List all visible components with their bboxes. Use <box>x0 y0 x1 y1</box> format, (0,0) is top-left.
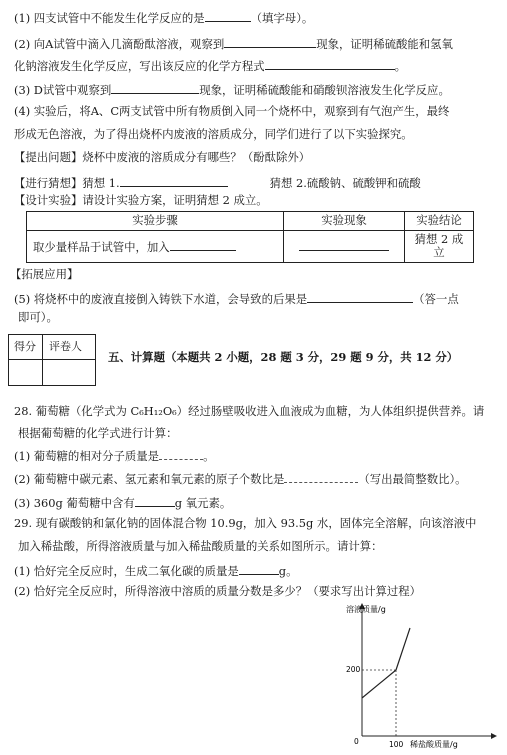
hypothesis-blank[interactable] <box>120 174 228 187</box>
section-title: 五、计算题（本题共 2 小题，28 题 3 分，29 题 9 分，共 12 分） <box>108 350 459 364</box>
q5-line1: (5) 将烧杯中的废液直接倒入铸铁下水道，会导致的后果是 （答一点 <box>14 292 459 306</box>
q2-line2: 化钠溶液发生化学反应，写出该反应的化学方程式 。 <box>14 59 407 73</box>
q3-line: (3) D试管中观察到 现象，证明稀硫酸能和硝酸钡溶液发生化学反应。 <box>14 83 450 97</box>
table-header: 实验现象 <box>284 212 405 231</box>
table-cell <box>284 230 405 262</box>
grader-label: 评卷人 <box>49 340 82 353</box>
x-tick-label: 100 <box>389 740 404 749</box>
graph-segment-2 <box>396 628 410 670</box>
q28-line1: 28. 葡萄糖（化学式为 C₆H₁₂O₆）经过肠壁吸收进入血液成为血糖，为人体组织提供营养。请 <box>14 404 485 418</box>
table-header: 实验结论 <box>405 212 474 231</box>
q28-blank2[interactable] <box>284 472 358 483</box>
table-cell: 取少量样品于试管中，加入 <box>27 230 284 262</box>
q5-line2: 即可）。 <box>18 310 58 324</box>
q5-blank[interactable] <box>307 290 413 303</box>
table-cell: 猜想 2 成立 <box>405 230 474 262</box>
q29-blank1[interactable] <box>239 562 279 575</box>
q29-sub2: (2) 恰好完全反应时，所得溶液中溶质的质量分数是多少？（要求写出计算过程） <box>14 584 422 598</box>
design-heading: 【设计实验】请设计实验方案，证明猜想 2 成立。 <box>14 193 268 207</box>
score-box <box>8 334 96 386</box>
q28-blank3[interactable] <box>135 494 175 507</box>
q2-blank1[interactable] <box>224 35 316 48</box>
score-label: 得分 <box>14 340 36 353</box>
table-header: 实验步骤 <box>27 212 284 231</box>
origin-label: 0 <box>354 737 359 746</box>
q4-line2: 形成无色溶液，为了得出烧杯内废液的溶质成分，同学们进行了以下实验探究。 <box>14 127 413 141</box>
q28-sub3: (3) 360g 葡萄糖中含有 g 氧元素。 <box>14 496 232 510</box>
q2-line1: (2) 向A试管中滴入几滴酚酞溶液，观察到 现象，证明稀硫酸能和氢氧 <box>14 37 453 51</box>
y-tick-label: 200 <box>346 665 361 674</box>
q28-sub2: (2) 葡萄糖中碳元素、氢元素和氧元素的原子个数比是 （写出最简整数比）。 <box>14 472 467 486</box>
extension-heading: 【拓展应用】 <box>10 267 79 281</box>
phenomenon-blank[interactable] <box>299 238 389 251</box>
q28-sub1: (1) 葡萄糖的相对分子质量是 。 <box>14 449 215 463</box>
problem-heading: 【提出问题】烧杯中废液的溶质成分有哪些？（酚酞除外） <box>14 150 311 164</box>
table-header-row <box>27 212 474 231</box>
q3-blank[interactable] <box>111 81 199 94</box>
step-blank[interactable] <box>170 238 236 251</box>
q1-line: (1) 四支试管中不能发生化学反应的是 （填字母）。 <box>14 11 314 25</box>
q28-blank1[interactable] <box>159 449 203 460</box>
q4-line1: (4) 实验后，将A、C两支试管中所有物质倒入同一个烧杯中，观察到有气泡产生，最终 <box>14 104 450 118</box>
graph-segment-1 <box>362 670 396 698</box>
experiment-table <box>26 211 474 263</box>
q2-blank2[interactable] <box>265 57 395 70</box>
x-axis-label: 稀盐酸质量/g <box>410 740 458 749</box>
q29-sub1: (1) 恰好完全反应时，生成二氧化碳的质量是 g。 <box>14 564 298 578</box>
table-row <box>27 230 474 262</box>
q1-blank[interactable] <box>205 9 251 22</box>
q29-line1: 29. 现有碳酸钠和氯化钠的固体混合物 10.9g，加入 93.5g 水，固体完全溶解，向该溶液中 <box>14 516 477 530</box>
solution-mass-graph <box>330 600 500 752</box>
hypothesis-line: 【进行猜想】猜想 1. 猜想 2.硫酸钠、硫酸钾和硫酸 <box>14 176 421 190</box>
y-axis-label: 溶液质量/g <box>346 605 386 614</box>
q28-line2: 根据葡萄糖的化学式进行计算： <box>18 426 178 440</box>
q29-line2: 加入稀盐酸，所得溶液质量与加入稀盐酸质量的关系如图所示。请计算： <box>18 539 383 553</box>
